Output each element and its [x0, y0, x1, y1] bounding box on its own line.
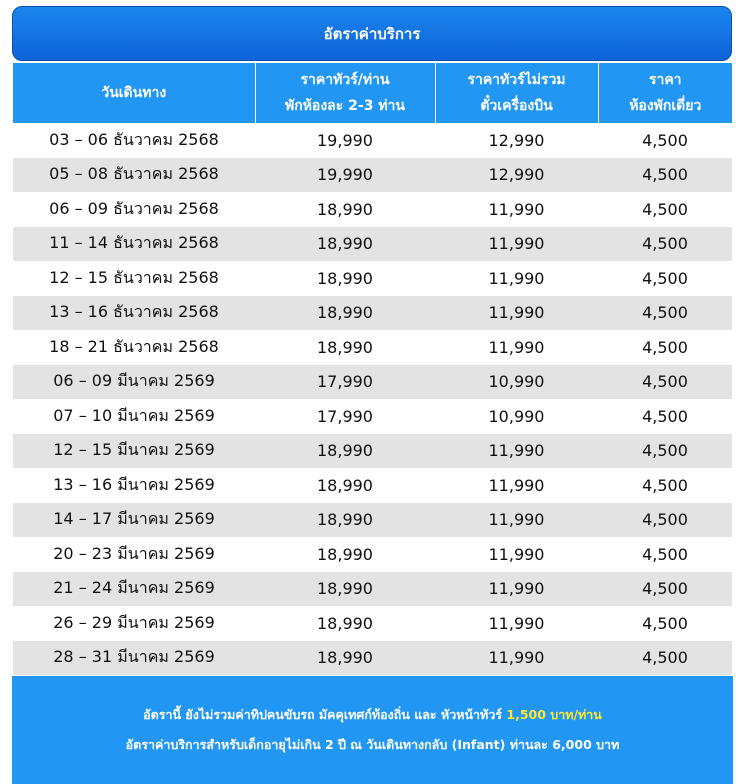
cell-single-room: 4,500 [598, 227, 732, 262]
cell-single-room: 4,500 [598, 330, 732, 365]
header-single-room [598, 63, 732, 123]
cell-single-room: 4,500 [598, 503, 732, 538]
cell-price-no-flight: 11,990 [435, 468, 598, 503]
cell-travel-date: 12 – 15 ธันวาคม 2568 [13, 261, 255, 296]
header-label: วันเดินทาง [101, 85, 167, 101]
cell-single-room: 4,500 [598, 158, 732, 193]
cell-tour-price: 18,990 [255, 330, 435, 365]
table-row [13, 572, 732, 607]
cell-tour-price: 18,990 [255, 606, 435, 641]
cell-price-no-flight: 12,990 [435, 158, 598, 193]
table-header-row [13, 63, 732, 123]
footer-text: อัตรานี้ ยังไม่รวมค่าทิปคนขับรถ มัคคุเทศก์ท้องถิ่น และ หัวหน้าทัวร์ [143, 707, 503, 722]
cell-price-no-flight: 11,990 [435, 227, 598, 262]
header-travel-date [13, 63, 255, 123]
cell-single-room: 4,500 [598, 434, 732, 469]
cell-tour-price: 18,990 [255, 572, 435, 607]
cell-travel-date: 20 – 23 มีนาคม 2569 [13, 537, 255, 572]
table-row [13, 606, 732, 641]
table-row [13, 365, 732, 400]
table-row [13, 399, 732, 434]
cell-single-room: 4,500 [598, 123, 732, 158]
table-title: อัตราค่าบริการ [12, 6, 732, 61]
cell-price-no-flight: 11,990 [435, 330, 598, 365]
cell-tour-price: 18,990 [255, 641, 435, 676]
header-label: ห้องพักเดี่ยว [629, 98, 702, 114]
table-row [13, 641, 732, 676]
table-row [13, 503, 732, 538]
table-row [13, 158, 732, 193]
cell-travel-date: 13 – 16 ธันวาคม 2568 [13, 296, 255, 331]
cell-price-no-flight: 11,990 [435, 296, 598, 331]
cell-tour-price: 18,990 [255, 468, 435, 503]
cell-tour-price: 18,990 [255, 296, 435, 331]
table-row [13, 468, 732, 503]
table-row [13, 261, 732, 296]
table-row [13, 434, 732, 469]
cell-tour-price: 19,990 [255, 158, 435, 193]
cell-single-room: 4,500 [598, 468, 732, 503]
cell-single-room: 4,500 [598, 192, 732, 227]
cell-price-no-flight: 11,990 [435, 192, 598, 227]
cell-tour-price: 18,990 [255, 434, 435, 469]
cell-single-room: 4,500 [598, 641, 732, 676]
cell-single-room: 4,500 [598, 572, 732, 607]
cell-single-room: 4,500 [598, 261, 732, 296]
cell-price-no-flight: 10,990 [435, 399, 598, 434]
header-price-no-flight [435, 63, 598, 123]
cell-tour-price: 18,990 [255, 537, 435, 572]
cell-travel-date: 28 – 31 มีนาคม 2569 [13, 641, 255, 676]
footer-highlight: 1,500 บาท/ท่าน [506, 707, 602, 722]
cell-price-no-flight: 11,990 [435, 434, 598, 469]
cell-travel-date: 06 – 09 ธันวาคม 2568 [13, 192, 255, 227]
table-row [13, 330, 732, 365]
footer-note [12, 676, 733, 784]
table-row [13, 192, 732, 227]
cell-tour-price: 18,990 [255, 227, 435, 262]
cell-tour-price: 18,990 [255, 192, 435, 227]
table-row [13, 227, 732, 262]
header-label: ราคา [648, 72, 682, 88]
cell-tour-price: 18,990 [255, 503, 435, 538]
cell-travel-date: 26 – 29 มีนาคม 2569 [13, 606, 255, 641]
table-row [13, 296, 732, 331]
cell-single-room: 4,500 [598, 606, 732, 641]
footer-line-1 [143, 705, 602, 725]
cell-price-no-flight: 11,990 [435, 261, 598, 296]
cell-travel-date: 21 – 24 มีนาคม 2569 [13, 572, 255, 607]
header-label: พักห้องละ 2-3 ท่าน [285, 98, 405, 114]
cell-price-no-flight: 11,990 [435, 572, 598, 607]
cell-travel-date: 13 – 16 มีนาคม 2569 [13, 468, 255, 503]
cell-single-room: 4,500 [598, 537, 732, 572]
rates-table [13, 63, 732, 675]
header-label: ราคาทัวร์/ท่าน [300, 72, 390, 88]
cell-price-no-flight: 11,990 [435, 641, 598, 676]
cell-travel-date: 03 – 06 ธันวาคม 2568 [13, 123, 255, 158]
cell-single-room: 4,500 [598, 399, 732, 434]
cell-price-no-flight: 11,990 [435, 606, 598, 641]
cell-single-room: 4,500 [598, 365, 732, 400]
cell-travel-date: 07 – 10 มีนาคม 2569 [13, 399, 255, 434]
header-tour-price [255, 63, 435, 123]
cell-travel-date: 11 – 14 ธันวาคม 2568 [13, 227, 255, 262]
cell-tour-price: 18,990 [255, 261, 435, 296]
header-label: ตั๋วเครื่องบิน [480, 98, 553, 114]
cell-price-no-flight: 11,990 [435, 537, 598, 572]
table-row [13, 537, 732, 572]
cell-price-no-flight: 11,990 [435, 503, 598, 538]
table-body [13, 123, 732, 675]
cell-tour-price: 17,990 [255, 365, 435, 400]
cell-travel-date: 05 – 08 ธันวาคม 2568 [13, 158, 255, 193]
cell-travel-date: 14 – 17 มีนาคม 2569 [13, 503, 255, 538]
cell-price-no-flight: 10,990 [435, 365, 598, 400]
table-row [13, 123, 732, 158]
cell-single-room: 4,500 [598, 296, 732, 331]
cell-price-no-flight: 12,990 [435, 123, 598, 158]
footer-line-2: อัตราค่าบริการสำหรับเด็กอายุไม่เกิน 2 ปี ณ วันเดินทางกลับ (Infant) ท่านละ 6,000 บาท [125, 737, 620, 752]
cell-travel-date: 06 – 09 มีนาคม 2569 [13, 365, 255, 400]
cell-tour-price: 17,990 [255, 399, 435, 434]
header-label: ราคาทัวร์ไม่รวม [467, 72, 566, 88]
cell-travel-date: 12 – 15 มีนาคม 2569 [13, 434, 255, 469]
cell-tour-price: 19,990 [255, 123, 435, 158]
cell-travel-date: 18 – 21 ธันวาคม 2568 [13, 330, 255, 365]
